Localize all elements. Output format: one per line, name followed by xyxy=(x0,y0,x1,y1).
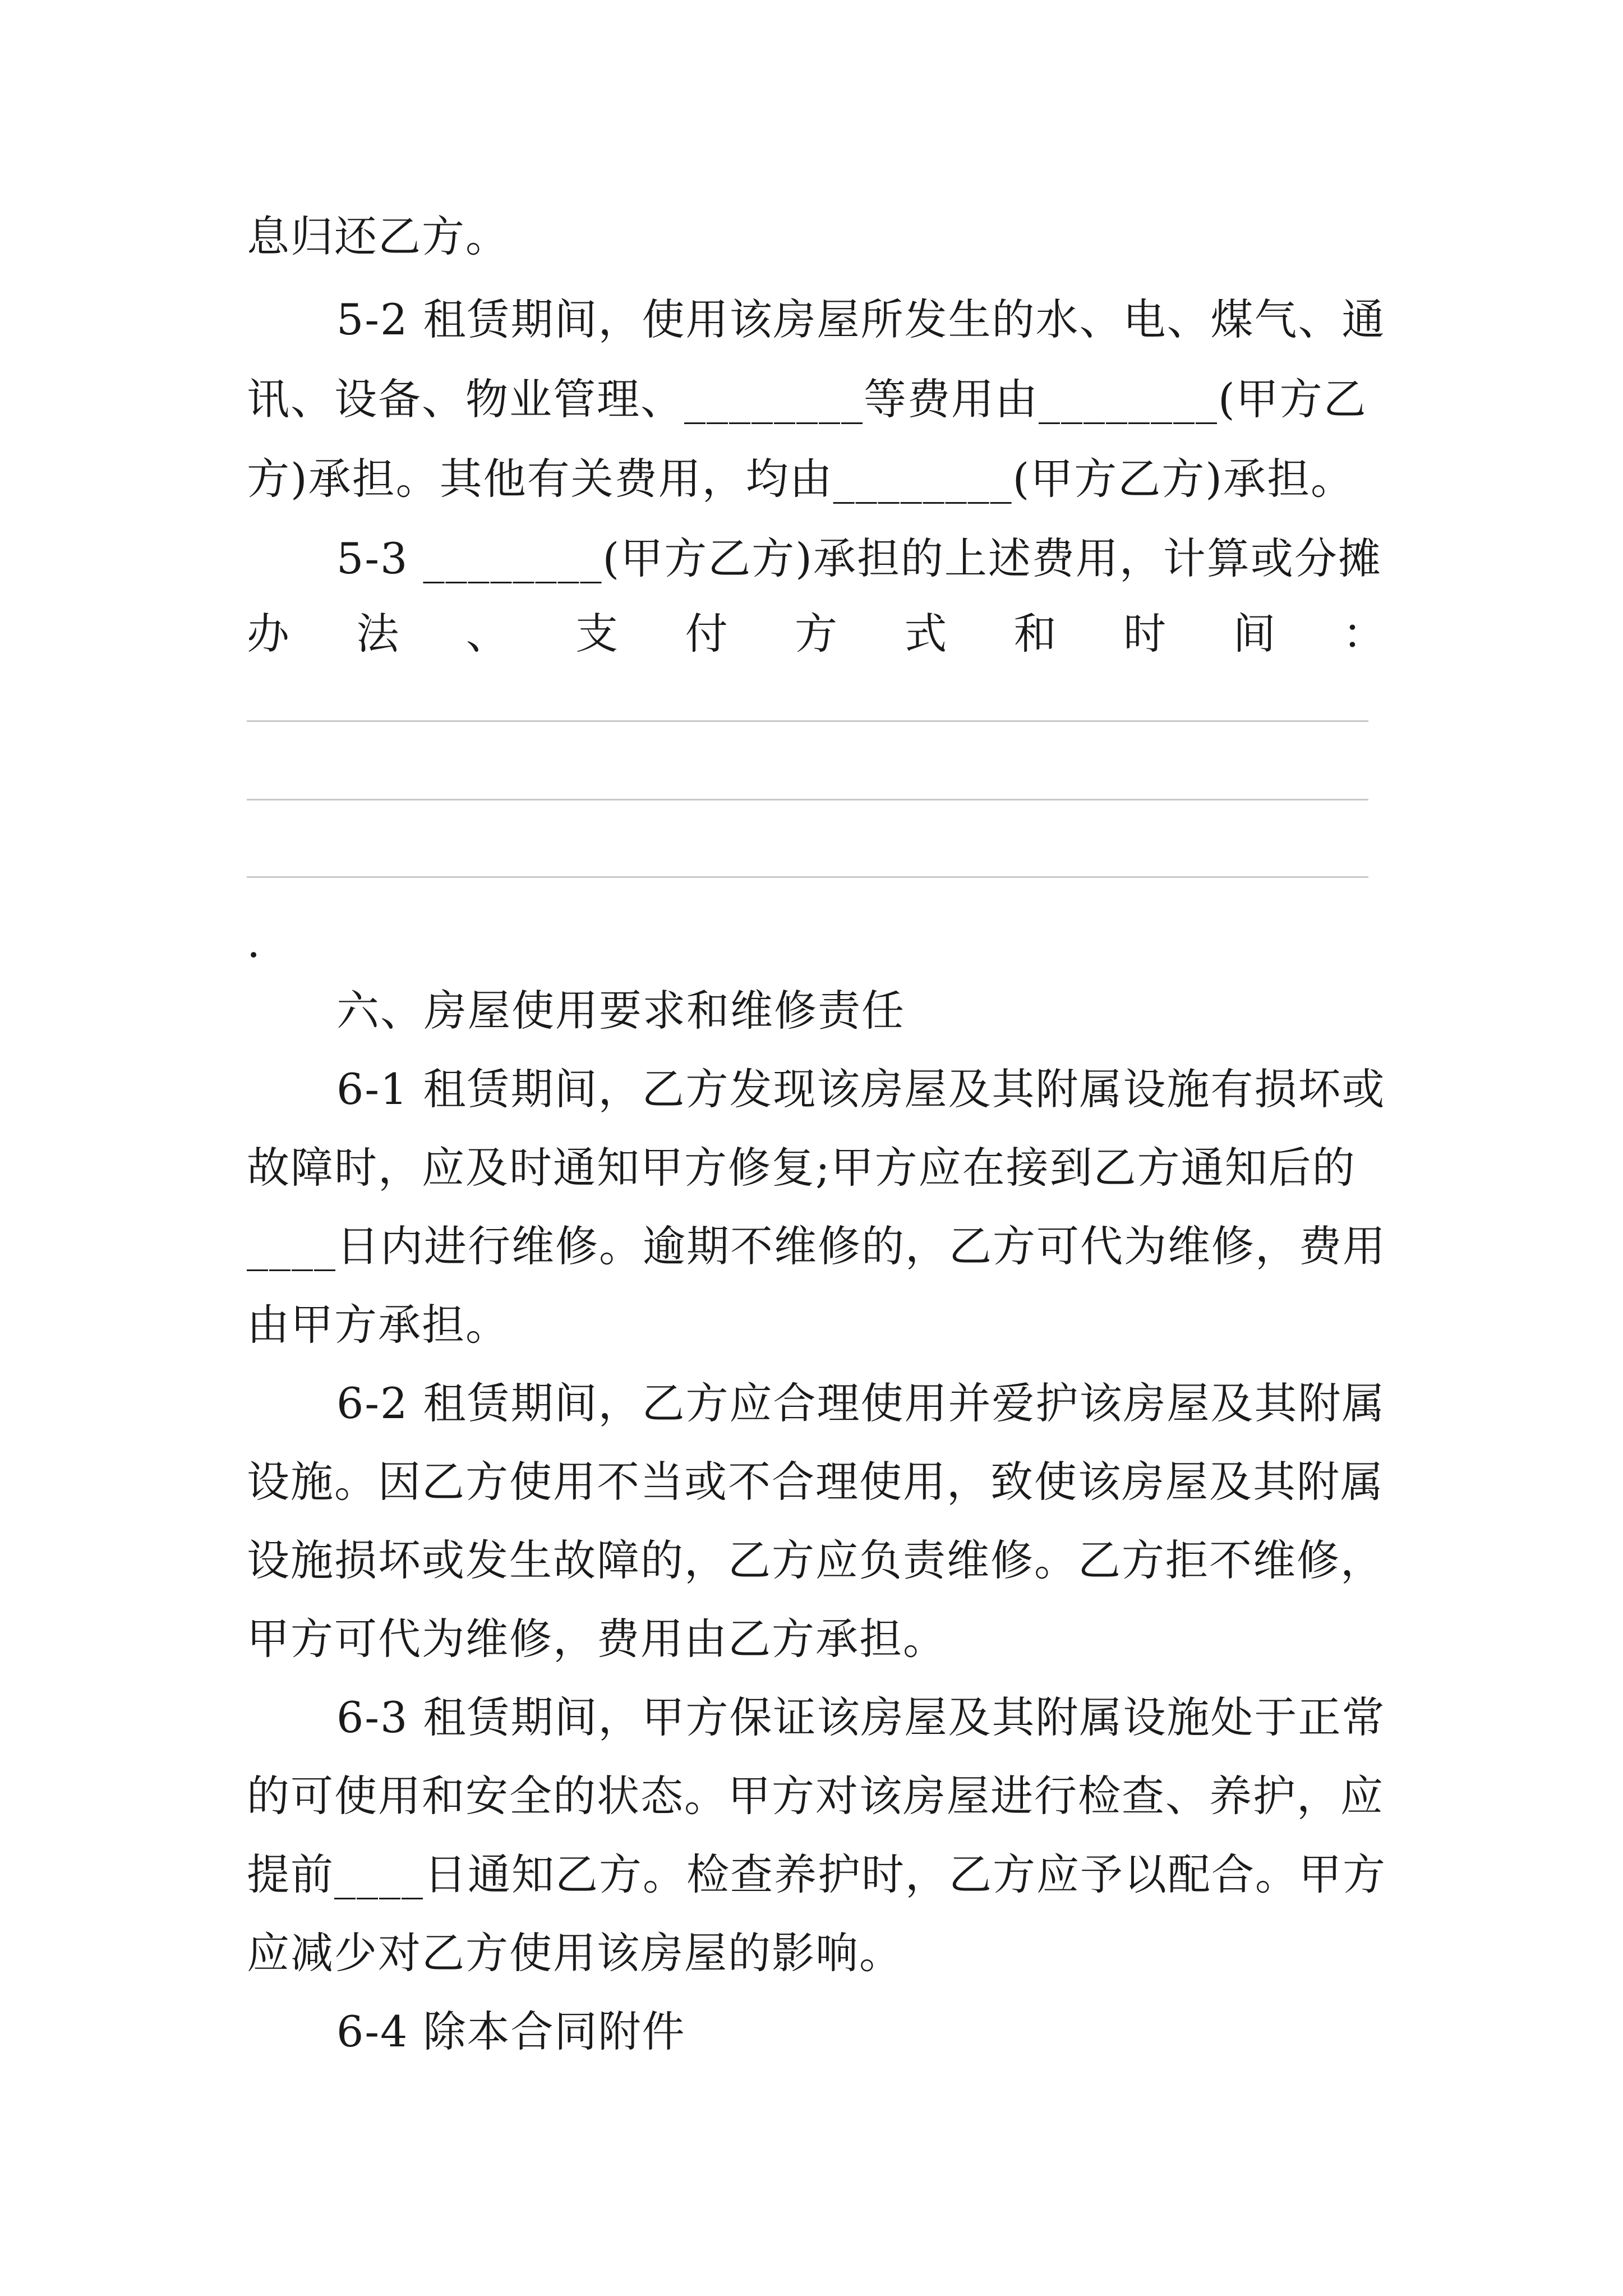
paragraph-line: 提前____日通知乙方。检查养护时，乙方应予以配合。甲方 xyxy=(247,1849,1386,1899)
spread-char: 、 xyxy=(465,609,509,659)
paragraph-line: 由甲方承担。 xyxy=(247,1300,509,1350)
paragraph-line: 设施。因乙方使用不当或不合理使用，致使该房屋及其附属 xyxy=(247,1457,1384,1507)
paragraph-line: 应减少对乙方使用该房屋的影响。 xyxy=(247,1928,903,1978)
spread-char: 式 xyxy=(904,609,947,659)
paragraph-line: 甲方可代为维修，费用由乙方承担。 xyxy=(247,1614,947,1664)
paragraph-line: ____日内进行维修。逾期不维修的，乙方可代为维修，费用 xyxy=(247,1221,1386,1271)
dot-marker: . xyxy=(247,917,262,967)
paragraph-line: 的可使用和安全的状态。甲方对该房屋进行检查、养护，应 xyxy=(247,1771,1384,1821)
paragraph-line: 6-2 租赁期间，乙方应合理使用并爱护该房屋及其附属 xyxy=(336,1378,1386,1428)
fill-in-rule xyxy=(247,876,1368,878)
paragraph-line: 6-3 租赁期间，甲方保证该房屋及其附属设施处于正常 xyxy=(336,1692,1386,1742)
spread-char: 付 xyxy=(685,609,728,659)
paragraph-line: 6-4 除本合同附件 xyxy=(336,2007,686,2056)
paragraph-line: 故障时，应及时通知甲方修复;甲方应在接到乙方通知后的 xyxy=(247,1143,1356,1193)
spread-char: ： xyxy=(1342,609,1385,659)
spread-char: 方 xyxy=(794,609,837,659)
section-heading: 六、房屋使用要求和维修责任 xyxy=(336,986,905,1036)
paragraph-line: 息归还乙方。 xyxy=(247,211,509,261)
spread-line xyxy=(247,606,1385,662)
paragraph-line: 设施损坏或发生故障的，乙方应负责维修。乙方拒不维修， xyxy=(247,1535,1384,1585)
spread-char: 和 xyxy=(1013,609,1057,659)
fill-in-rule xyxy=(247,720,1368,722)
spread-char: 支 xyxy=(575,609,619,659)
paragraph-line: 5-3 ________(甲方乙方)承担的上述费用，计算或分摊 xyxy=(336,533,1382,583)
paragraph-line: 6-1 租赁期间，乙方发现该房屋及其附属设施有损坏或 xyxy=(336,1064,1386,1114)
fill-in-rule xyxy=(247,799,1368,800)
spread-char: 时 xyxy=(1123,609,1166,659)
spread-char: 法 xyxy=(356,609,399,659)
spread-char: 间 xyxy=(1233,609,1276,659)
paragraph-line: 方)承担。其他有关费用，均由________(甲方乙方)承担。 xyxy=(247,454,1354,504)
paragraph-line: 讯、设备、物业管理、________等费用由________(甲方乙 xyxy=(247,374,1367,424)
paragraph-line: 5-2 租赁期间，使用该房屋所发生的水、电、煤气、通 xyxy=(336,295,1386,344)
spread-char: 办 xyxy=(247,609,289,659)
